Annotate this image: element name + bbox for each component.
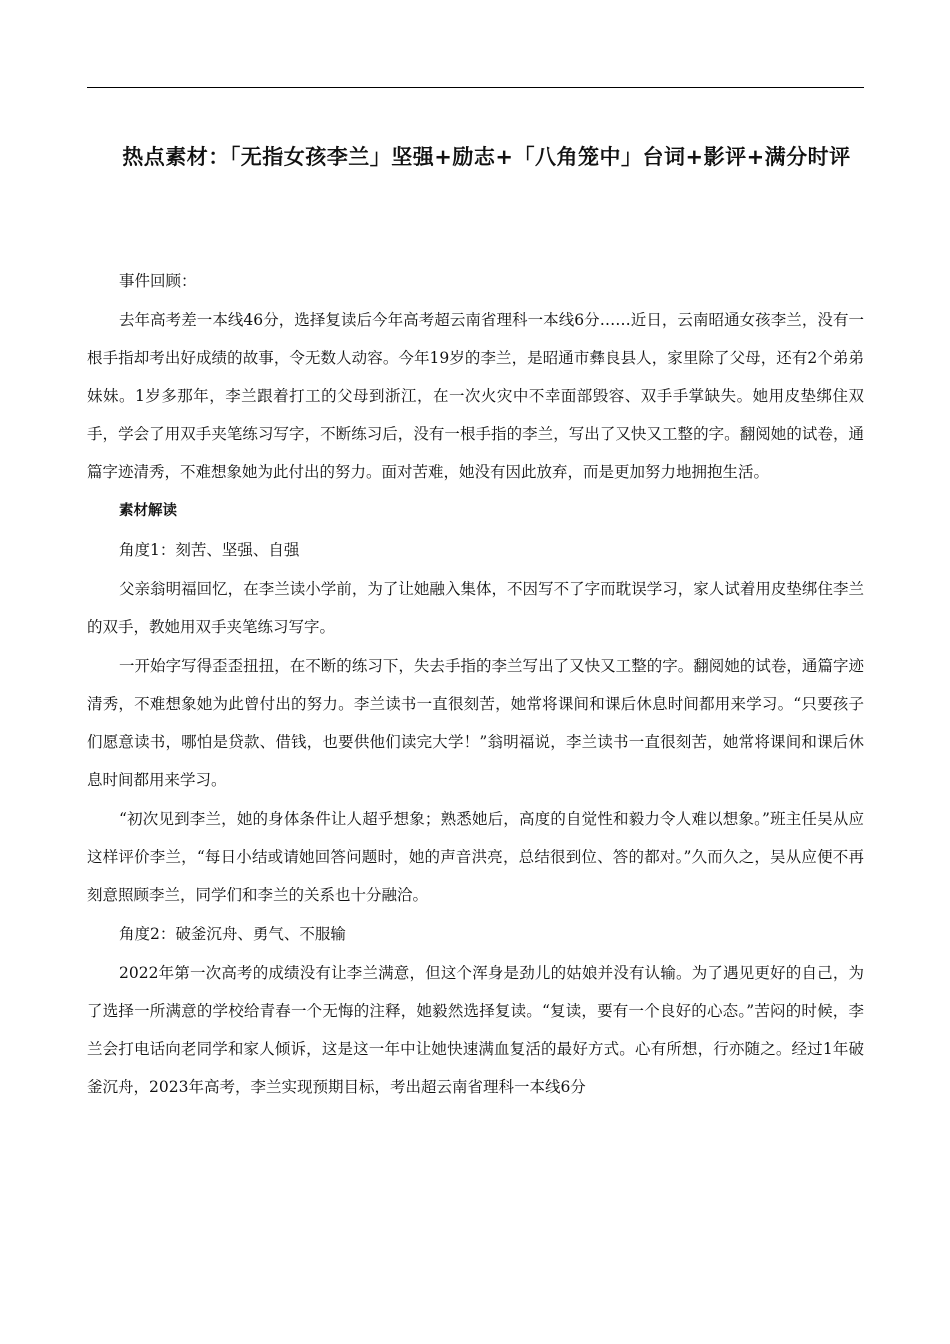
document-body — [87, 262, 864, 1107]
angle1-paragraph-3: “初次见到李兰，她的身体条件让人超乎想象；熟悉她后，高度的自觉性和毅力令人难以想象。”班主任吴从应这样评价李兰，“每日小结或请她回答问题时，她的声音洪亮，总结很到位、答的都对。”久而久之，吴从应便不再刻意照顾李兰，同学们和李兰的关系也十分融洽。 — [87, 810, 864, 904]
angle1-paragraph-1: 父亲翁明福回忆，在李兰读小学前，为了让她融入集体，不因写不了字而耽误学习，家人试着用皮垫绑住李兰的双手，教她用双手夹笔练习写字。 — [87, 580, 864, 636]
section-event-label: 事件回顾： — [119, 272, 197, 290]
angle1-paragraph-2: 一开始字写得歪歪扭扭，在不断的练习下，失去手指的李兰写出了又快又工整的字。翻阅她的试卷，通篇字迹清秀，不难想象她为此曾付出的努力。李兰读书一直很刻苦，她常将课间和课后休息时间都用来学习。“只要孩子们愿意读书，哪怕是贷款、借钱，也要供他们读完大学！”翁明福说，李兰读书一直很刻苦，她常将课间和课后休息时间都用来学习。 — [87, 657, 864, 789]
event-paragraph: 去年高考差一本线46分，选择复读后今年高考超云南省理科一本线6分……近日，云南昭通女孩李兰，没有一根手指却考出好成绩的故事，令无数人动容。今年19岁的李兰，是昭通市彝良县人，家里除了父母，还有2个弟弟妹妹。1岁多那年，李兰跟着打工的父母到浙江，在一次火灾中不幸面部毁容、双手手掌缺失。她用皮垫绑住双手，学会了用双手夹笔练习写字，不断练习后，没有一根手指的李兰，写出了又快又工整的字。翻阅她的试卷，通篇字迹清秀，不难想象她为此付出的努力。面对苦难，她没有因此放弃，而是更加努力地拥抱生活。 — [87, 311, 864, 481]
angle1-label: 角度1：刻苦、坚强、自强 — [119, 541, 300, 559]
section-reading-label: 素材解读 — [119, 503, 177, 519]
angle2-paragraph-1: 2022年第一次高考的成绩没有让李兰满意，但这个浑身是劲儿的姑娘并没有认输。为了遇见更好的自己，为了选择一所满意的学校给青春一个无悔的注释，她毅然选择复读。“复读，要有一个良好的心态。”苦闷的时候，李兰会打电话向老同学和家人倾诉，这是这一年中让她快速满血复活的最好方式。心有所想，行亦随之。经过1年破釜沉舟，2023年高考，李兰实现预期目标，考出超云南省理科一本线6分 — [87, 964, 864, 1096]
header-rule — [87, 87, 864, 88]
document-title: 热点素材：「无指女孩李兰」坚强+励志+「八角笼中」台词+影评+满分时评 — [122, 145, 851, 169]
angle2-label: 角度2：破釜沉舟、勇气、不服输 — [119, 925, 346, 943]
